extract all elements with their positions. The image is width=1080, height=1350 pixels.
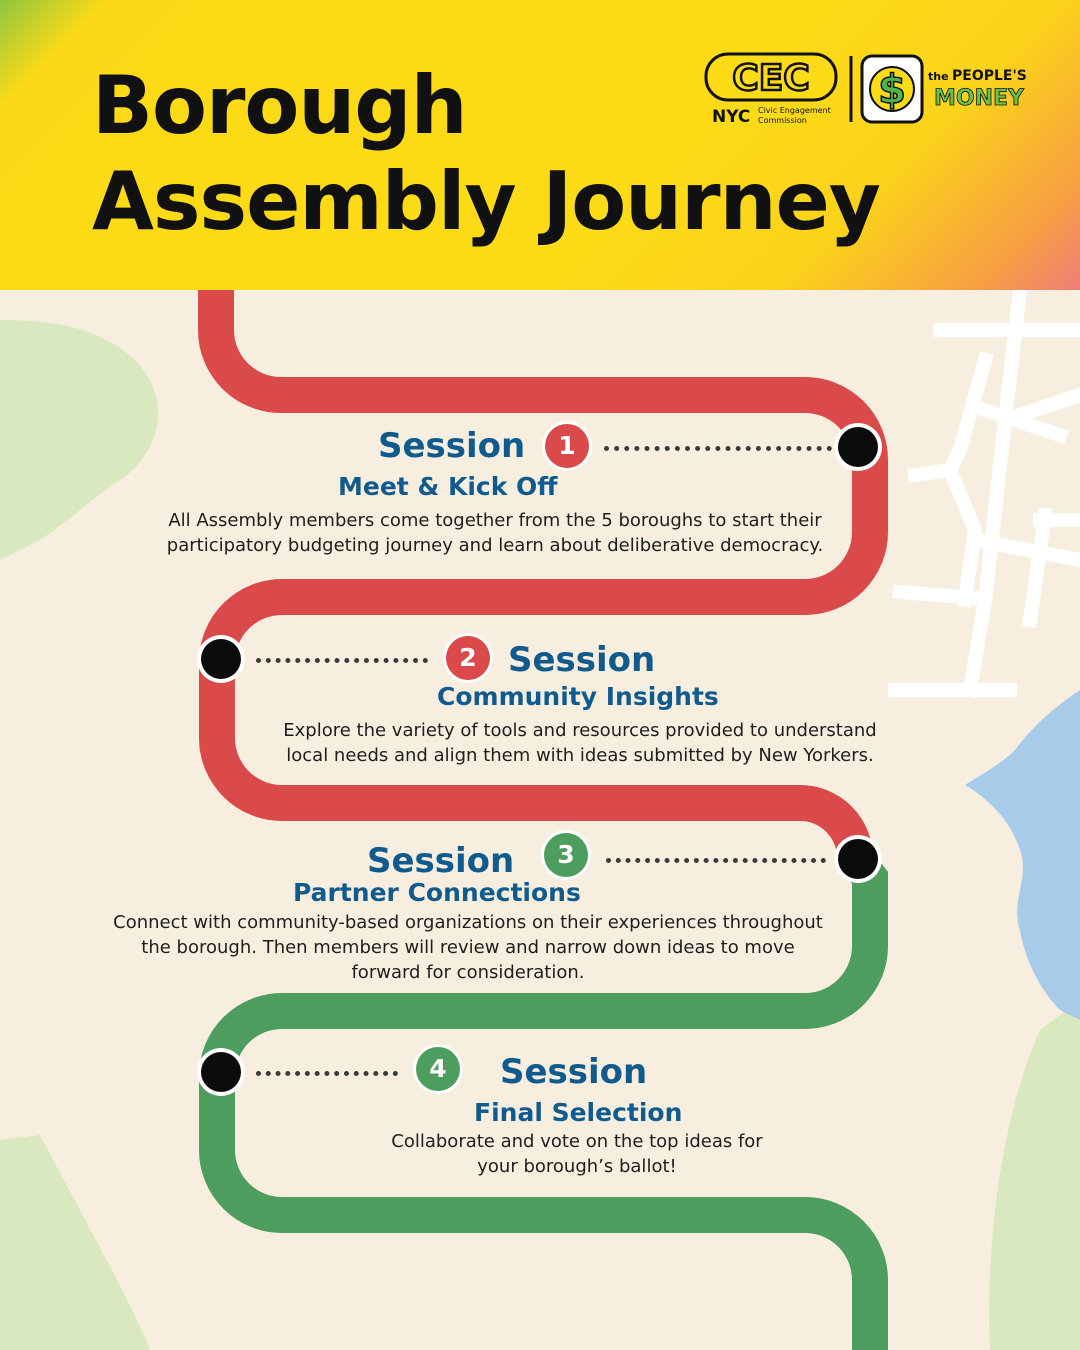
session-3-number-badge: 3	[544, 833, 588, 877]
session-4-stop-marker	[201, 1052, 241, 1092]
session-1-leader	[604, 446, 832, 451]
session-1-heading: Session	[378, 426, 526, 466]
water-area	[965, 690, 1080, 1020]
cec-logo	[706, 54, 836, 127]
session-4-description	[330, 1129, 824, 1179]
session-2-number-badge: 2	[446, 636, 490, 680]
session-2-desc-line-1: Explore the variety of tools and resources provided to understand	[283, 720, 877, 741]
session-1-description	[60, 508, 930, 558]
session-3-subtitle: Partner Connections	[293, 878, 581, 907]
session-1-desc-line-2: participatory budgeting journey and learn about deliberative democracy.	[166, 535, 824, 556]
session-1-subtitle: Meet & Kick Off	[338, 472, 558, 501]
park-area-bottom-right	[989, 1000, 1080, 1350]
session-2-heading: Session	[508, 640, 656, 680]
journey-path-red	[216, 290, 870, 858]
session-2-stop-marker	[201, 639, 241, 679]
session-3-desc-line-3: forward for consideration.	[351, 962, 585, 983]
session-1-desc-line-1: All Assembly members come together from the 5 boroughs to start their	[168, 510, 822, 531]
header-banner	[0, 0, 1080, 290]
cec-name-line-1: Civic Engagement	[758, 106, 831, 115]
title-line-1: Borough	[92, 59, 467, 152]
session-3-stop-marker	[838, 839, 878, 879]
session-3-heading: Session	[367, 841, 515, 881]
session-4-desc-line-2: your borough’s ballot!	[477, 1156, 677, 1177]
session-4-subtitle: Final Selection	[474, 1098, 683, 1127]
title-line-2: Assembly Journey	[92, 155, 880, 248]
session-3-desc-line-1: Connect with community-based organizations on their experiences throughout	[113, 912, 823, 933]
session-2-subtitle: Community Insights	[437, 682, 719, 711]
pm-name-line-1: PEOPLE'S	[952, 68, 1027, 84]
street-grid	[895, 290, 1080, 690]
cec-mark: CEC	[732, 58, 810, 99]
pm-name-line-2: MONEY	[934, 86, 1024, 111]
session-2-description	[230, 718, 930, 768]
partner-logos	[704, 50, 1040, 130]
peoples-money-logo	[862, 56, 1027, 122]
session-3-description	[28, 910, 908, 985]
park-area-bottom-left	[0, 1135, 150, 1350]
dollar-icon: $	[878, 67, 906, 113]
session-2-desc-line-2: local needs and align them with ideas submitted by New Yorkers.	[286, 745, 874, 766]
session-2-leader	[256, 658, 428, 663]
cec-name-line-2: Commission	[758, 116, 807, 125]
nyc-mark: NYC	[712, 107, 751, 127]
pm-prefix: the	[928, 70, 949, 83]
session-4-desc-line-1: Collaborate and vote on the top ideas for	[391, 1131, 763, 1152]
session-4-number-badge: 4	[416, 1047, 460, 1091]
session-3-leader	[606, 858, 826, 863]
session-4-leader	[256, 1071, 398, 1076]
session-1-number-badge: 1	[545, 424, 589, 468]
journey-map	[0, 290, 1080, 1350]
session-1-stop-marker	[838, 427, 878, 467]
session-3-desc-line-2: the borough. Then members will review and narrow down ideas to move	[141, 937, 795, 958]
session-4-heading: Session	[500, 1052, 648, 1092]
